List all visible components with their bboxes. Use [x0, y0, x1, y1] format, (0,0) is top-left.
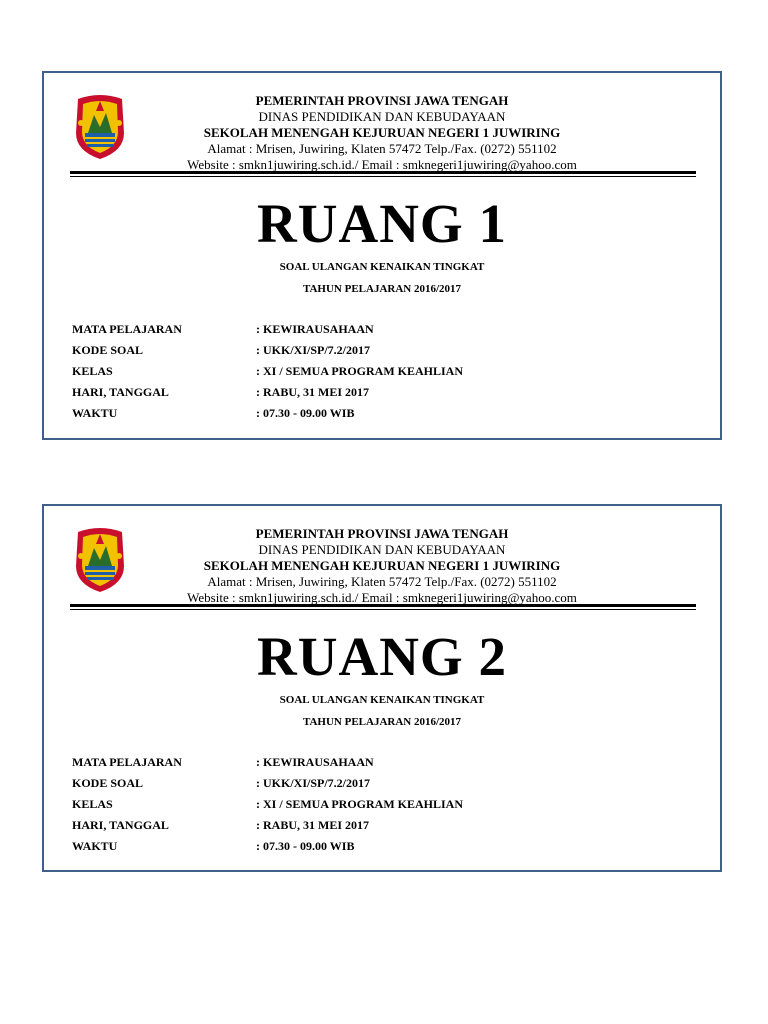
letterhead-province: PEMERINTAH PROVINSI JAWA TENGAH — [255, 93, 509, 108]
info-value: : XI / SEMUA PROGRAM KEAHLIAN — [256, 364, 464, 378]
info-value: : XI / SEMUA PROGRAM KEAHLIAN — [256, 797, 464, 811]
info-value: : RABU, 31 MEI 2017 — [256, 385, 369, 399]
info-row — [72, 322, 672, 343]
info-value: : 07.30 - 09.00 WIB — [256, 839, 355, 853]
room-card-1 — [42, 71, 722, 440]
info-row — [72, 343, 672, 364]
academic-year: TAHUN PELAJARAN 2016/2017 — [302, 716, 462, 728]
exam-name: SOAL ULANGAN KENAIKAN TINGKAT — [279, 261, 485, 273]
letterhead-contact: Website : smkn1juwiring.sch.id./ Email : smknegeri1juwiring@yahoo.com — [187, 590, 577, 605]
info-label: MATA PELAJARAN — [72, 322, 182, 336]
info-row — [72, 818, 672, 839]
room-title: RUANG 1 — [257, 193, 507, 254]
info-label: WAKTU — [72, 406, 118, 420]
letterhead-contact: Website : smkn1juwiring.sch.id./ Email : smknegeri1juwiring@yahoo.com — [187, 157, 577, 172]
header-rule-thick — [70, 171, 696, 174]
info-row — [72, 839, 672, 860]
room-card-2 — [42, 504, 722, 872]
info-value: : RABU, 31 MEI 2017 — [256, 818, 369, 832]
info-row — [72, 385, 672, 406]
letterhead — [44, 526, 720, 606]
letterhead-school: SEKOLAH MENENGAH KEJURUAN NEGERI 1 JUWIRING — [203, 125, 561, 140]
exam-info — [72, 322, 672, 427]
academic-year: TAHUN PELAJARAN 2016/2017 — [302, 283, 462, 295]
info-value: : UKK/XI/SP/7.2/2017 — [256, 343, 371, 357]
info-row — [72, 364, 672, 385]
info-label: HARI, TANGGAL — [72, 385, 169, 399]
header-rule-thin — [70, 176, 696, 177]
info-value: : KEWIRAUSAHAAN — [256, 322, 374, 336]
info-row — [72, 755, 672, 776]
letterhead-school: SEKOLAH MENENGAH KEJURUAN NEGERI 1 JUWIRING — [203, 558, 561, 573]
info-label: KELAS — [72, 364, 113, 378]
letterhead-agency: DINAS PENDIDIKAN DAN KEBUDAYAAN — [258, 109, 506, 124]
letterhead-address: Alamat : Mrisen, Juwiring, Klaten 57472 Telp./Fax. (0272) 551102 — [207, 141, 557, 156]
letterhead-address: Alamat : Mrisen, Juwiring, Klaten 57472 Telp./Fax. (0272) 551102 — [207, 574, 557, 589]
info-value: : KEWIRAUSAHAAN — [256, 755, 374, 769]
room-title: RUANG 2 — [257, 626, 507, 687]
info-label: KODE SOAL — [72, 343, 144, 357]
info-value: : UKK/XI/SP/7.2/2017 — [256, 776, 371, 790]
header-rule-thick — [70, 604, 696, 607]
info-label: KELAS — [72, 797, 113, 811]
letterhead-agency: DINAS PENDIDIKAN DAN KEBUDAYAAN — [258, 542, 506, 557]
letterhead-province: PEMERINTAH PROVINSI JAWA TENGAH — [255, 526, 509, 541]
exam-info — [72, 755, 672, 860]
letterhead — [44, 93, 720, 173]
info-label: HARI, TANGGAL — [72, 818, 169, 832]
exam-name: SOAL ULANGAN KENAIKAN TINGKAT — [279, 694, 485, 706]
info-row — [72, 776, 672, 797]
info-row — [72, 797, 672, 818]
info-value: : 07.30 - 09.00 WIB — [256, 406, 355, 420]
info-label: MATA PELAJARAN — [72, 755, 182, 769]
info-label: KODE SOAL — [72, 776, 144, 790]
info-row — [72, 406, 672, 427]
header-rule-thin — [70, 609, 696, 610]
info-label: WAKTU — [72, 839, 118, 853]
